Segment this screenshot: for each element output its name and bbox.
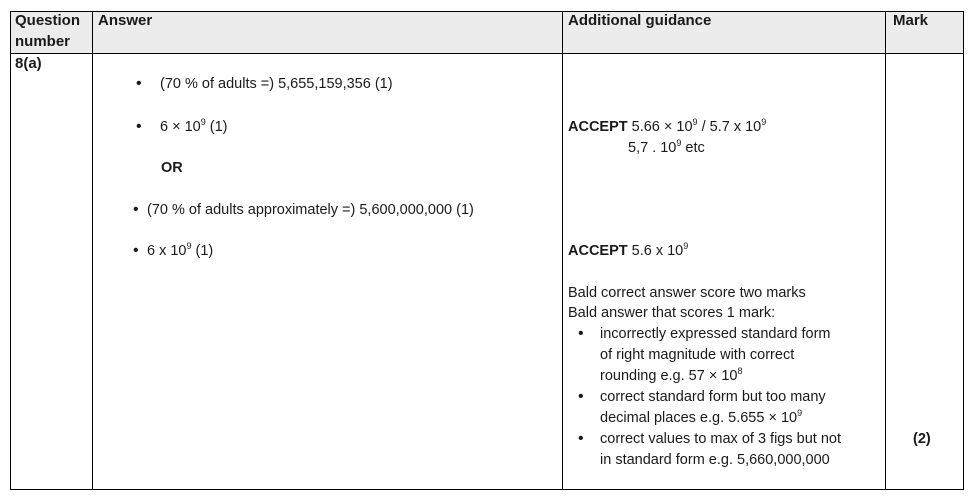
guidance-bullet-2-line-1: correct standard form but too many xyxy=(600,389,826,405)
question-number: 8(a) xyxy=(15,55,42,72)
guidance-bullet-1-line-3-base: rounding e.g. 57 × 10 xyxy=(600,368,738,384)
answer-line-4-mark: (1) xyxy=(191,243,214,259)
guidance-bullet-1-line-3 xyxy=(600,368,742,384)
guidance-accept-1-c-post: etc xyxy=(681,140,705,156)
answer-line-2 xyxy=(160,119,227,135)
header-answer: Answer xyxy=(98,12,153,29)
guidance-accept-2-a: 5.6 x 10 xyxy=(627,243,684,259)
guidance-bald-1: Bald correct answer score two marks xyxy=(568,285,806,301)
answer-line-4-base: 6 x 10 xyxy=(147,243,187,259)
answer-line-4-exponent: 9 xyxy=(186,241,192,252)
answer-line-2-base: 6 × 10 xyxy=(160,119,201,135)
answer-line-3: (70 % of adults approximately =) 5,600,000,000 (1) xyxy=(147,202,474,218)
guidance-accept-2 xyxy=(568,243,688,259)
guidance-accept-1-b-exponent: 9 xyxy=(761,117,767,128)
guidance-accept-1-a-exponent: 9 xyxy=(692,117,698,128)
bullet-icon: • xyxy=(133,201,139,218)
header-question-number-line1: Question xyxy=(15,12,81,29)
answer-line-1: (70 % of adults =) 5,655,159,356 (1) xyxy=(160,76,393,92)
answer-line-4 xyxy=(147,243,213,259)
answer-line-2-mark: (1) xyxy=(205,119,228,135)
guidance-accept-1 xyxy=(568,119,766,135)
header-question-number-line2: number xyxy=(15,33,71,50)
guidance-bullet-1-line-1: incorrectly expressed standard form xyxy=(600,326,831,342)
header-additional-guidance: Additional guidance xyxy=(568,12,712,29)
answer-or: OR xyxy=(161,160,183,176)
guidance-bullet-2-line-2 xyxy=(600,410,802,426)
guidance-accept-1-b: / 5.7 x 10 xyxy=(697,119,762,135)
answer-line-2-exponent: 9 xyxy=(200,117,206,128)
guidance-bullet-1-line-2: of right magnitude with correct xyxy=(600,347,795,363)
guidance-accept-1-c-exponent: 9 xyxy=(676,138,682,149)
bullet-icon: • xyxy=(136,118,142,135)
accept-keyword: ACCEPT xyxy=(568,119,628,135)
bullet-icon: • xyxy=(133,242,139,259)
guidance-accept-1-c: 5,7 . 10 xyxy=(628,140,677,156)
bullet-icon: • xyxy=(578,325,584,342)
guidance-bullet-2-line-2-base: decimal places e.g. 5.655 × 10 xyxy=(600,410,798,426)
bullet-icon: • xyxy=(578,388,584,405)
bullet-icon: • xyxy=(136,75,142,92)
accept-keyword: ACCEPT xyxy=(568,243,628,259)
mark-value: (2) xyxy=(913,431,931,447)
guidance-accept-1-alt xyxy=(628,140,705,156)
guidance-bullet-1-line-3-exponent: 8 xyxy=(737,366,743,377)
bullet-icon: • xyxy=(578,430,584,447)
header-mark: Mark xyxy=(893,12,929,29)
guidance-bullet-3-line-1: correct values to max of 3 figs but not xyxy=(600,431,841,447)
guidance-bullet-2-line-2-exponent: 9 xyxy=(797,408,803,419)
guidance-bald-2: Bald answer that scores 1 mark: xyxy=(568,305,776,321)
guidance-bullet-3-line-2: in standard form e.g. 5,660,000,000 xyxy=(600,452,830,468)
guidance-accept-2-a-exponent: 9 xyxy=(683,241,689,252)
guidance-accept-1-a: 5.66 × 10 xyxy=(627,119,693,135)
